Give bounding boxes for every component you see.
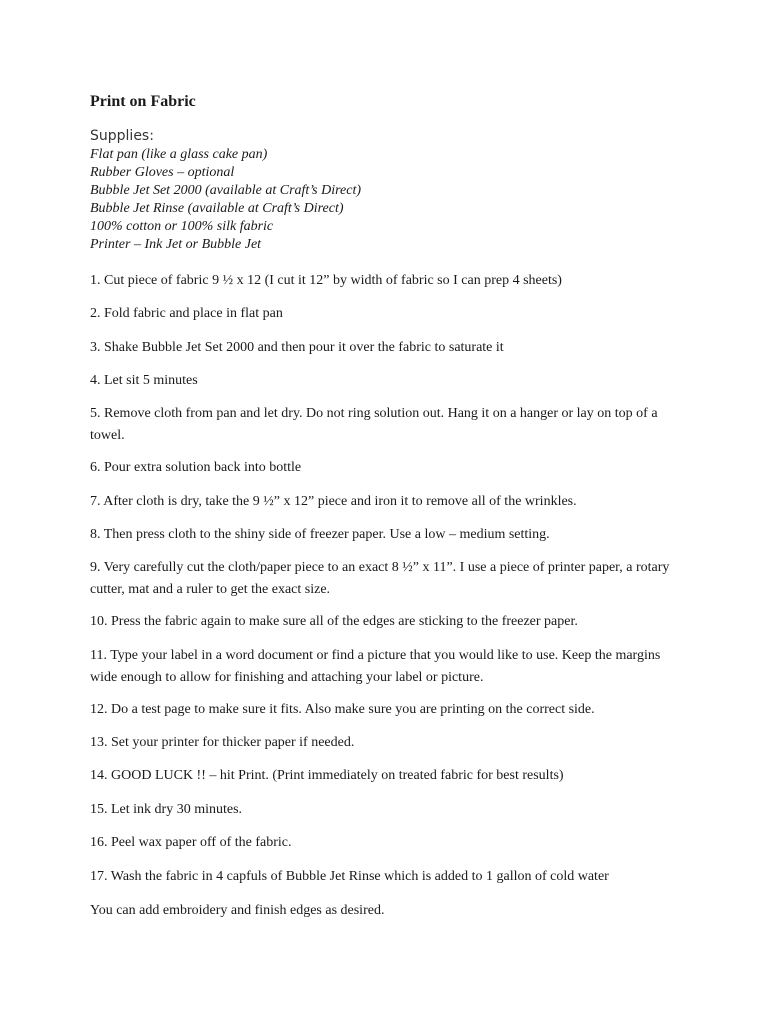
step-16: 16. Peel wax paper off of the fabric.	[90, 835, 292, 850]
step-9: 9. Very carefully cut the cloth/paper piece to an exact 8 ½” x 11”. I use a piece of printer paper, a rotary cutter, mat and a ruler to get the exact size.	[90, 560, 670, 597]
supplies-heading: Supplies:	[90, 128, 154, 144]
step-8: 8. Then press cloth to the shiny side of freezer paper. Use a low – medium setting.	[90, 527, 550, 542]
step-11: 11. Type your label in a word document or find a picture that you would like to use. Keep the margins wide enough to allow for finishing and attaching your label or picture.	[90, 648, 661, 685]
supplies-list	[90, 146, 361, 254]
step-5: 5. Remove cloth from pan and let dry. Do not ring solution out. Hang it on a hanger or lay on top of a towel.	[90, 406, 658, 443]
supply-item: Bubble Jet Set 2000 (available at Craft’s Direct)	[90, 183, 362, 198]
supply-item: Flat pan (like a glass cake pan)	[90, 147, 268, 162]
document-title: Print on Fabric	[90, 93, 196, 110]
step-1: 1. Cut piece of fabric 9 ½ x 12 (I cut it 12” by width of fabric so I can prep 4 sheets)	[90, 273, 562, 288]
step-14: 14. GOOD LUCK !! – hit Print. (Print immediately on treated fabric for best results)	[90, 768, 564, 783]
step-2: 2. Fold fabric and place in flat pan	[90, 306, 283, 321]
closing-note: You can add embroidery and finish edges as desired.	[90, 903, 385, 918]
step-3: 3. Shake Bubble Jet Set 2000 and then pour it over the fabric to saturate it	[90, 340, 504, 355]
step-12: 12. Do a test page to make sure it fits. Also make sure you are printing on the correct side.	[90, 702, 595, 717]
step-17: 17. Wash the fabric in 4 capfuls of Bubble Jet Rinse which is added to 1 gallon of cold water	[90, 869, 609, 884]
step-15: 15. Let ink dry 30 minutes.	[90, 802, 243, 817]
step-6: 6. Pour extra solution back into bottle	[90, 460, 302, 475]
supply-item: Rubber Gloves – optional	[90, 165, 235, 180]
step-13: 13. Set your printer for thicker paper if needed.	[90, 735, 355, 750]
step-4: 4. Let sit 5 minutes	[90, 373, 198, 388]
step-10: 10. Press the fabric again to make sure all of the edges are sticking to the freezer paper.	[90, 614, 578, 629]
supply-item: 100% cotton or 100% silk fabric	[90, 219, 274, 234]
supply-item: Bubble Jet Rinse (available at Craft’s Direct)	[90, 201, 344, 216]
supply-item: Printer – Ink Jet or Bubble Jet	[90, 237, 262, 252]
step-7: 7. After cloth is dry, take the 9 ½” x 12” piece and iron it to remove all of the wrinkles.	[90, 494, 577, 509]
